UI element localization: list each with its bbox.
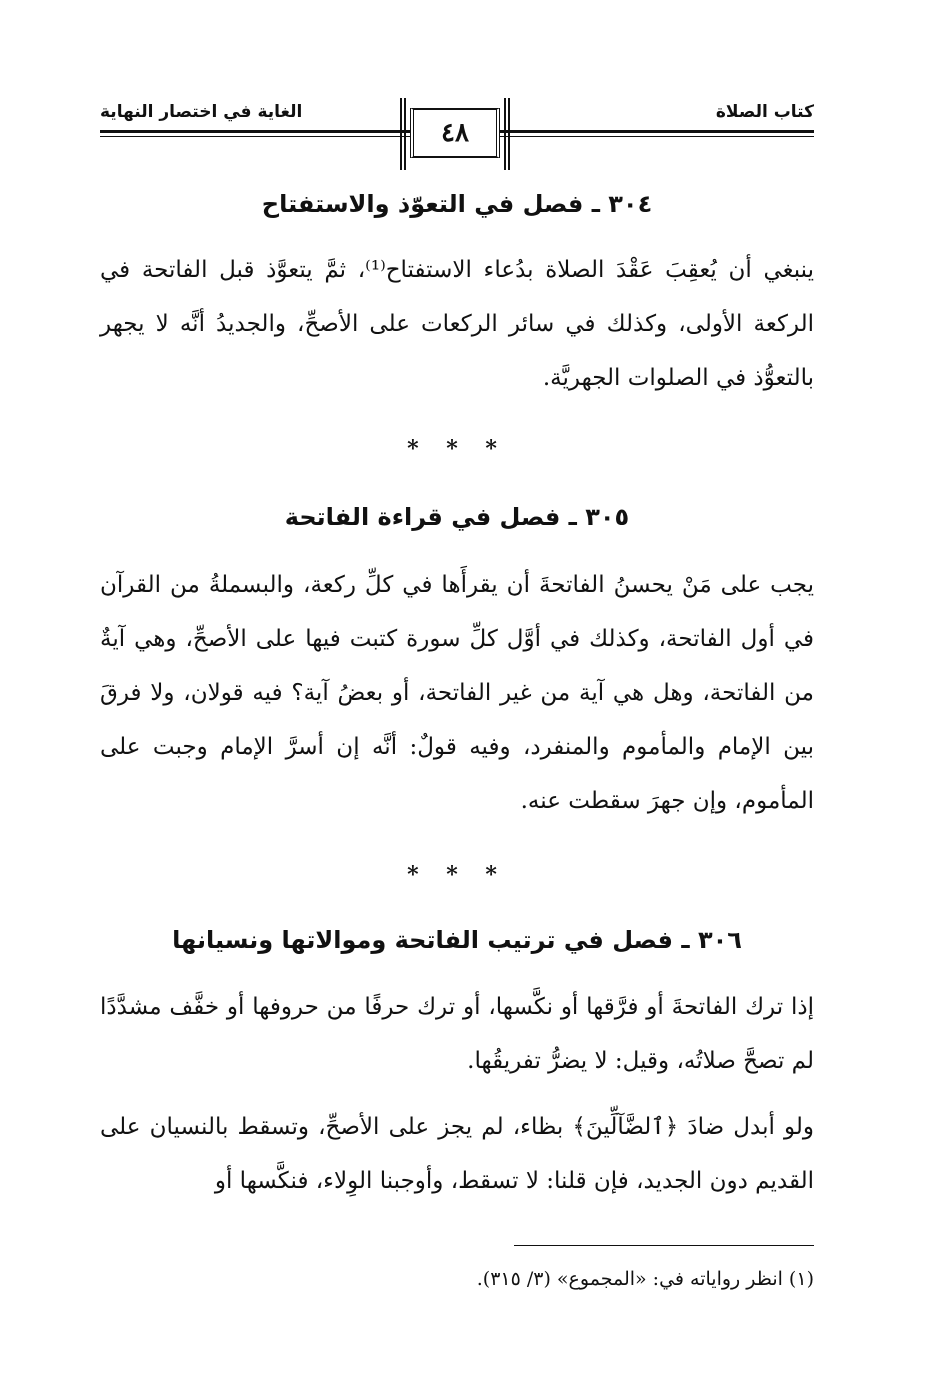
page-number-frame <box>410 108 500 158</box>
section-separator: * * * <box>407 436 507 462</box>
section-heading-304: ٣٠٤ ـ فصل في التعوّذ والاستفتاح <box>261 190 653 218</box>
paragraph-306-2: ولو أبدل ضادَ ﴿ٱلضَّآلِّينَ﴾ بظاء، لم يجز على الأصحِّ، وتسقط بالنسيان على القديم دون الجديد، فإن قلنا: لا تسقط، وأوجبنا الوِلاء، فنكَّسها أو <box>100 1114 814 1194</box>
paragraph-306-1: إذا ترك الفاتحةَ أو فرَّقها أو نكَّسها، أو ترك حرفًا من حروفها أو خفَّف مشدَّدًا لم تصحَّ صلاتُه، وقيل: لا يضرُّ تفريقُها. <box>100 994 814 1074</box>
running-head-chapter: كتاب الصلاة <box>715 102 814 122</box>
paragraph-304-1: ينبغي أن يُعقِبَ عَقْدَ الصلاة بدُعاء الاستفتاح⁽¹⁾، ثمَّ يتعوَّذ قبل الفاتحة في الركعة الأولى، وكذلك في سائر الركعات على الأصحِّ، والجديدُ أنَّه لا يجهر بالتعوُّذ في الصلوات الجهريَّة. <box>100 257 814 391</box>
paragraph-305-1: يجب على مَنْ يحسنُ الفاتحةَ أن يقرأَها في كلِّ ركعة، والبسملةُ من القرآن في أول الفاتحة، وكذلك في أوَّل كلِّ سورة كتبت فيها على الأصحِّ، وهي آيةٌ من الفاتحة، وهل هي آية من غير الفاتحة، أو بعضُ آية؟ فيه قولان، ولا فرقَ بين الإمام والمأموم والمنفرد، وفيه قولٌ: أنَّه إن أسرَّ الإمام وجبت على المأموم، وإن جهرَ سقطت عنه. <box>100 572 814 814</box>
page-header <box>100 100 814 160</box>
running-head-book-title: الغاية في اختصار النهاية <box>100 102 303 122</box>
page-number: ٤٨ <box>441 118 469 148</box>
section-separator: * * * <box>407 862 507 888</box>
section-heading-306: ٣٠٦ ـ فصل في ترتيب الفاتحة وموالاتها ونسيانها <box>172 926 742 954</box>
footnote-rule <box>514 1245 814 1246</box>
footnote: (١) انظر رواياته في: «المجموع» (٣/ ٣١٥). <box>476 1268 814 1290</box>
section-heading-305: ٣٠٥ ـ فصل في قراءة الفاتحة <box>284 503 630 531</box>
